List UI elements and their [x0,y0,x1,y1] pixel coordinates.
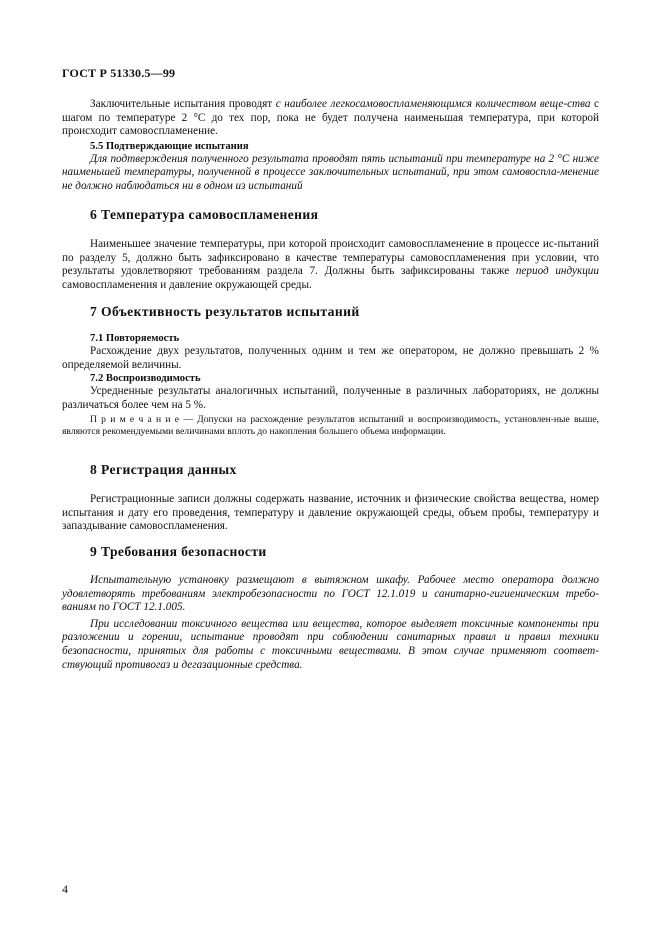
note-label: П р и м е ч а н и е [90,414,180,426]
section-title: 9 Требования безопасности [90,544,267,559]
paragraph [62,238,599,292]
text: самовоспламенения и давление окружающей среды. [62,278,312,291]
note-text: — Допуски на расхождение результатов испытаний и воспроизводимость, установлен-ные выше, являются рекомендуемыми величинами вплоть до накопления большего объема информации. [62,414,600,438]
section-title: 7 Объективность результатов испытаний [90,304,360,319]
section-6 [62,207,599,292]
subsection-title: 7.2 Воспроизводимость [90,373,201,385]
note [62,414,599,438]
section-9 [62,544,599,672]
paragraph: Регистрационные записи должны содержать название, источник и физические свойства вещества, номер испытания и дату его проведения, температуру и давление окружающей среды, объем пробы, температуру и запаздывание самовоспламенения. [62,493,599,533]
paragraph: Для подтверждения полученного результата проводят пять испытаний при температуре на 2 °С ниже наименьшей температуры, полученной в процессе заключительных испытаний, при этом самовоспла-менение не должно наблюдаться ни в одном из испытаний [62,152,599,192]
section-title: 6 Температура самовоспламенения [90,207,319,222]
text: Заключительные испытания проводят [90,98,276,110]
document-header: ГОСТ Р 51330.5—99 [62,66,176,80]
section-5-intro [62,98,599,194]
paragraph: Испытательную установку размещают в вытяжном шкафу. Рабочее место оператора должно удовлетворять требованиям электробезопасности по ГОСТ 12.1.019 и санитарно-гигиеническим требо-ваниям по ГОСТ 12.1.005. [62,574,599,614]
paragraph: Расхождение двух результатов, полученных одним и тем же оператором, не должно превышать 2 % определяемой величины. [62,345,599,371]
section-title: 8 Регистрация данных [90,462,237,477]
section-7 [62,304,599,438]
paragraph [62,98,599,139]
paragraph: При исследовании токсичного вещества или вещества, которое выделяет токсичные компоненты при разложении и горении, испытание проводят при соблюдении санитарных правил и правил техники безопасности, принятых для работы с токсичными веществами. В этом случае применяют соответ-ствующий противогаз и дегазационные средства. [62,617,599,671]
paragraph: Усредненные результаты аналогичных испытаний, полученные в различных лабораториях, не должны различаться более чем на 5 %. [62,385,599,411]
section-8 [62,462,599,534]
italic-text: период индукции [515,265,599,278]
subsection-title: 5.5 Подтверждающие испытания [90,140,249,152]
text: с шагом по температуре 2 °С до тех пор, пока не будет получена наименьшая температура, при которой происходит самовоспламенение. [62,98,600,138]
text: Наименьшее значение температуры, при которой происходит самовоспламенение в процессе ис-пытаний по разделу 5, должно быть зафиксировано в качестве температуры самовоспламенения при условии, что результаты удовлетворяют требованиям раздела 7. Должны быть зафиксированы также [62,238,599,278]
subsection-title: 7.1 Повторяемость [90,333,180,344]
italic-text: с наиболее легкосамовоспламеняющимся количеством веще-ства [275,98,591,110]
page-number: 4 [62,882,68,896]
